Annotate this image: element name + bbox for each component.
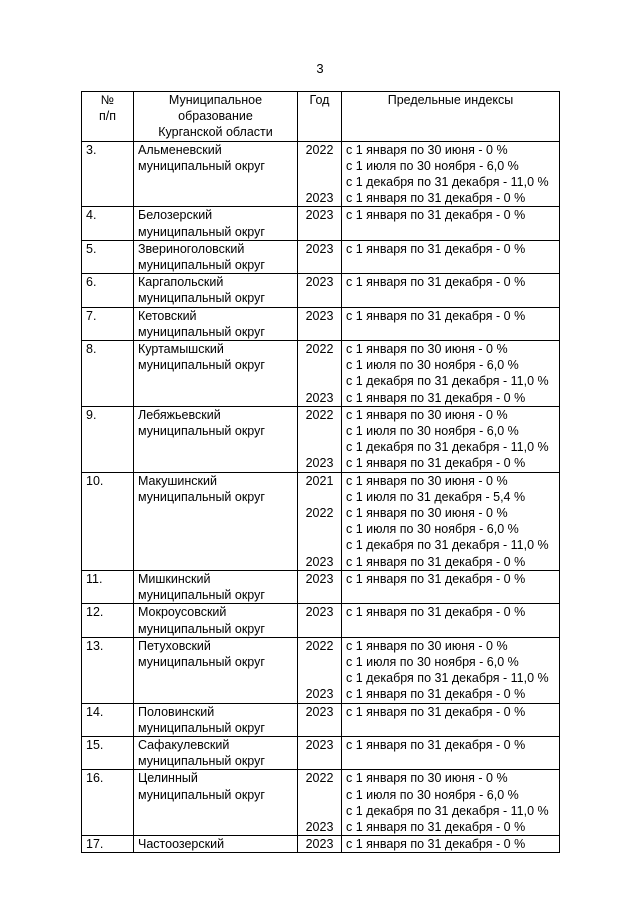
limit-index-line: с 1 июля по 30 ноября - 6,0 % [346,424,519,439]
row-number: 3. [82,141,134,207]
limit-index-cell [342,141,560,207]
limit-index-line: с 1 января по 30 июня - 0 % [346,342,508,357]
year-value: 2022 [305,638,334,653]
year-cell [298,207,342,240]
year-value: 2023 [305,554,334,569]
table-row [82,703,560,736]
municipality-name-line: Половинский [138,704,215,719]
table-row [82,637,560,703]
municipality-name-line: муниципальный округ [138,489,265,504]
year-spacer [302,357,337,373]
year-value: 2023 [305,208,334,223]
municipality-name-line: Макушинский [138,473,217,488]
year-cell [298,274,342,307]
row-number: 13. [82,637,134,703]
municipality-name [134,274,298,307]
tariff-index-table [81,91,560,853]
year-value: 2022 [305,771,334,786]
header-limit-indexes [342,92,560,142]
row-number: 15. [82,736,134,769]
limit-index-line: с 1 января по 31 декабря - 0 % [346,737,526,752]
limit-index-line: с 1 января по 31 декабря - 0 % [346,208,526,223]
municipality-name [134,341,298,407]
table-row [82,307,560,340]
year-spacer [302,803,337,819]
row-number: 17. [82,836,134,853]
municipality-name [134,207,298,240]
municipality-name-line: Мишкинский [138,571,211,586]
year-cell [298,836,342,853]
year-value: 2023 [305,837,334,852]
header-municipality-line: образование [178,109,253,124]
limit-index-line: с 1 июля по 30 ноября - 6,0 % [346,358,519,373]
limit-index-cell [342,770,560,836]
limit-index-cell [342,406,560,472]
limit-index-line: с 1 января по 30 июня - 0 % [346,638,508,653]
year-value: 2022 [305,407,334,422]
limit-index-cell [342,341,560,407]
limit-index-cell [342,207,560,240]
municipality-name [134,770,298,836]
row-number: 8. [82,341,134,407]
year-cell [298,703,342,736]
year-value: 2023 [305,456,334,471]
limit-index-line: с 1 января по 30 июня - 0 % [346,142,508,157]
year-cell [298,736,342,769]
year-value: 2022 [305,506,334,521]
row-number: 9. [82,406,134,472]
table-row [82,207,560,240]
municipality-name [134,836,298,853]
year-cell [298,341,342,407]
header-number-line: п/п [98,109,116,124]
municipality-name-line: муниципальный округ [138,588,265,603]
municipality-name [134,604,298,637]
page-number: 3 [316,61,324,76]
year-value: 2022 [305,142,334,157]
year-value: 2021 [305,473,334,488]
limit-index-line: с 1 января по 31 декабря - 0 % [346,390,526,405]
row-number: 16. [82,770,134,836]
table-row [82,736,560,769]
municipality-name-line: муниципальный округ [138,224,265,239]
year-value: 2023 [305,275,334,290]
year-spacer [302,158,337,174]
limit-index-cell [342,703,560,736]
limit-index-line: с 1 декабря по 31 декабря - 11,0 % [346,671,549,686]
municipality-name-line: муниципальный округ [138,787,265,802]
year-cell [298,240,342,273]
limit-index-line: с 1 января по 30 июня - 0 % [346,473,508,488]
municipality-name-line: Частоозерский [138,837,225,852]
municipality-name-line: муниципальный округ [138,324,265,339]
table-row [82,341,560,407]
limit-index-cell [342,836,560,853]
header-municipality-line: Курганской области [158,125,273,140]
limit-index-line: с 1 января по 30 июня - 0 % [346,407,508,422]
row-number: 14. [82,703,134,736]
year-cell [298,604,342,637]
year-cell [298,141,342,207]
table-row [82,472,560,570]
limit-index-cell [342,736,560,769]
municipality-name-line: Петуховский [138,638,211,653]
municipality-name [134,570,298,603]
header-year [298,92,342,142]
year-cell [298,770,342,836]
municipality-name [134,240,298,273]
municipality-name-line: муниципальный округ [138,754,265,769]
limit-index-line: с 1 июля по 30 ноября - 6,0 % [346,522,519,537]
limit-index-line: с 1 января по 31 декабря - 0 % [346,241,526,256]
limit-index-line: с 1 января по 31 декабря - 0 % [346,308,526,323]
table-header-row [82,92,560,142]
table-row [82,406,560,472]
municipality-name [134,406,298,472]
year-spacer [302,521,337,537]
header-year-line: Год [309,93,330,107]
year-value: 2023 [305,390,334,405]
municipality-name-line: Мокроусовский [138,605,227,620]
municipality-name [134,472,298,570]
year-spacer [302,174,337,190]
municipality-name-line: муниципальный округ [138,158,265,173]
municipality-name-line: Куртамышский [138,342,224,357]
limit-index-line: с 1 января по 31 декабря - 0 % [346,275,526,290]
limit-index-line: с 1 июля по 30 ноября - 6,0 % [346,787,519,802]
limit-index-line: с 1 января по 31 декабря - 0 % [346,571,526,586]
table-body [82,141,560,853]
municipality-name-line: Кетовский [138,308,197,323]
header-municipality [134,92,298,142]
limit-index-line: с 1 декабря по 31 декабря - 11,0 % [346,803,549,818]
table-row [82,274,560,307]
limit-index-cell [342,637,560,703]
limit-index-cell [342,604,560,637]
row-number: 4. [82,207,134,240]
municipality-name-line: Альменевский [138,142,222,157]
year-cell [298,472,342,570]
year-value: 2023 [305,687,334,702]
municipality-name [134,736,298,769]
table-row [82,770,560,836]
year-value: 2023 [305,704,334,719]
year-value: 2023 [305,191,334,206]
limit-index-line: с 1 декабря по 31 декабря - 11,0 % [346,538,549,553]
row-number: 12. [82,604,134,637]
municipality-name [134,307,298,340]
municipality-name-line: муниципальный округ [138,654,265,669]
year-spacer [302,439,337,455]
limit-index-line: с 1 июля по 30 ноября - 6,0 % [346,654,519,669]
municipality-name [134,637,298,703]
limit-index-line: с 1 января по 31 декабря - 0 % [346,456,526,471]
header-municipality-line: Муниципальное [168,93,263,107]
year-spacer [302,670,337,686]
table-row [82,141,560,207]
limit-index-line: с 1 января по 31 декабря - 0 % [346,704,526,719]
municipality-name-line: муниципальный округ [138,424,265,439]
municipality-name-line: муниципальный округ [138,358,265,373]
row-number: 10. [82,472,134,570]
limit-index-cell [342,570,560,603]
table-row [82,604,560,637]
year-spacer [302,654,337,670]
municipality-name-line: Сафакулевский [138,737,230,752]
year-cell [298,307,342,340]
year-value: 2023 [305,737,334,752]
table-row [82,836,560,853]
limit-index-cell [342,274,560,307]
year-cell [298,637,342,703]
municipality-name-line: муниципальный округ [138,621,265,636]
year-value: 2023 [305,308,334,323]
year-value: 2023 [305,241,334,256]
municipality-name-line: Целинный [138,771,198,786]
municipality-name [134,703,298,736]
row-number: 5. [82,240,134,273]
header-index-line: Предельные индексы [387,93,514,107]
limit-index-line: с 1 января по 30 июня - 0 % [346,771,508,786]
header-number-line: № [100,93,115,107]
limit-index-line: с 1 июля по 31 декабря - 5,4 % [346,489,526,504]
header-number [82,92,134,142]
year-value: 2022 [305,342,334,357]
limit-index-cell [342,240,560,273]
limit-index-line: с 1 января по 31 декабря - 0 % [346,687,526,702]
row-number: 6. [82,274,134,307]
limit-index-line: с 1 января по 30 июня - 0 % [346,506,508,521]
year-spacer [302,537,337,553]
year-spacer [302,787,337,803]
limit-index-line: с 1 января по 31 декабря - 0 % [346,191,526,206]
row-number: 11. [82,570,134,603]
limit-index-line: с 1 декабря по 31 декабря - 11,0 % [346,440,549,455]
year-spacer [302,489,337,505]
limit-index-line: с 1 декабря по 31 декабря - 11,0 % [346,374,549,389]
limit-index-line: с 1 июля по 30 ноября - 6,0 % [346,158,519,173]
year-cell [298,570,342,603]
municipality-name-line: Белозерский [138,208,213,223]
municipality-name-line: муниципальный округ [138,720,265,735]
limit-index-cell [342,472,560,570]
limit-index-line: с 1 января по 31 декабря - 0 % [346,554,526,569]
limit-index-line: с 1 января по 31 декабря - 0 % [346,605,526,620]
table-row [82,240,560,273]
municipality-name-line: муниципальный округ [138,291,265,306]
limit-index-line: с 1 декабря по 31 декабря - 11,0 % [346,175,549,190]
year-value: 2023 [305,605,334,620]
limit-index-line: с 1 января по 31 декабря - 0 % [346,837,526,852]
table-row [82,570,560,603]
municipality-name [134,141,298,207]
year-spacer [302,373,337,389]
year-value: 2023 [305,571,334,586]
year-cell [298,406,342,472]
municipality-name-line: Каргапольский [138,275,224,290]
limit-index-cell [342,307,560,340]
municipality-name-line: Звериноголовский [138,241,245,256]
row-number: 7. [82,307,134,340]
municipality-name-line: муниципальный округ [138,258,265,273]
municipality-name-line: Лебяжьевский [138,407,221,422]
year-value: 2023 [305,819,334,834]
year-spacer [302,423,337,439]
limit-index-line: с 1 января по 31 декабря - 0 % [346,819,526,834]
